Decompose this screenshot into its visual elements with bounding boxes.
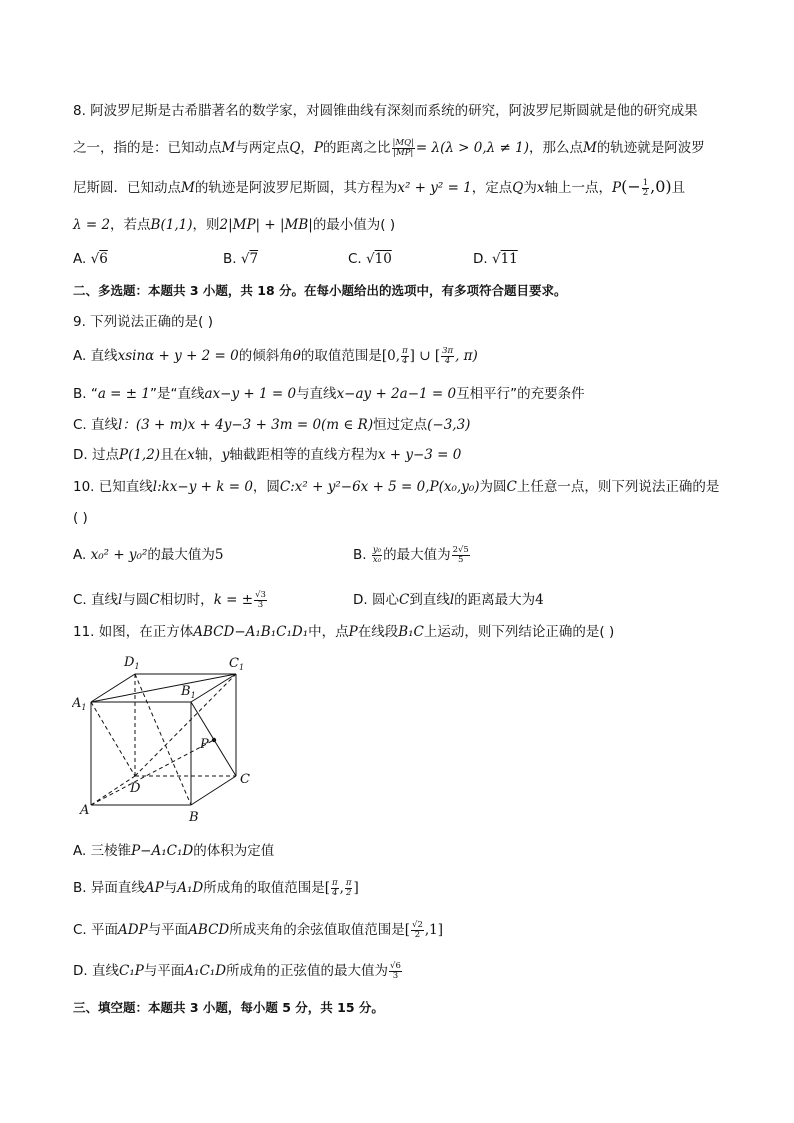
hidden-edge-a-d (91, 776, 135, 805)
label-d: D (130, 781, 141, 796)
q9-stem: 9. 下列说法正确的是( ) (73, 314, 213, 330)
q11-stem: 11. 如图，在正方体ABCD−A₁B₁C₁D₁中，点P在线段B₁C上运动，则下列结论正确的是( ) (73, 624, 615, 640)
label-a: A (80, 803, 90, 818)
cube-figure (72, 650, 262, 830)
label-c: C (240, 772, 250, 787)
q8-option-d[interactable]: D. √11 (473, 251, 518, 267)
hidden-segment-a-p (91, 740, 214, 805)
q11-option-a[interactable]: A. 三棱锥P−A₁C₁D的体积为定值 (73, 843, 275, 859)
half-fraction: $\frac{1}{2}$ (642, 177, 649, 198)
q10-option-c[interactable]: C. 直线l与圆C相切时，k = ± $\frac{√3}{3}$ (73, 589, 266, 610)
label-b: B (189, 810, 199, 825)
section-3-heading: 三、填空题：本题共 3 小题，每小题 5 分，共 15 分。 (73, 1000, 384, 1015)
q8-option-a[interactable]: A. √6 (73, 251, 108, 267)
q8-option-b[interactable]: B. √7 (223, 251, 259, 267)
q10-stem-paren: ( ) (73, 510, 88, 526)
label-d1: $D_1$ (124, 655, 140, 671)
q10-option-b[interactable]: B. $\frac{\text{y₀}}{\text{x₀}}$ 的最大值为 $\frac{2√5}{5}$ (353, 544, 469, 565)
q9-option-c[interactable]: C. 直线l：(3 + m)x + 4y−3 + 3m = 0(m ∈ R)恒过定点(−3,3) (73, 417, 471, 433)
q11-option-b[interactable]: B. 异面直线AP与A₁D所成角的取值范围是[ $\frac{\pi}{4}$ , $\frac{\pi}{2}$ ] (73, 877, 359, 898)
q10-option-d[interactable]: D. 圆心C到直线l的距离最大为4 (353, 592, 544, 608)
label-c1: $C_1$ (229, 656, 245, 672)
q8-line-1: 8. 阿波罗尼斯是古希腊著名的数学家，对圆锥曲线有深刻而系统的研究，阿波罗尼斯圆就是他的研究成果 (73, 103, 698, 119)
section-2-heading: 二、多选题：本题共 3 小题，共 18 分。在每小题给出的选项中，有多项符合题目要求。 (73, 283, 567, 298)
label-b1: $B_1$ (181, 684, 196, 700)
q8-line-3: 尼斯圆．已知动点M的轨迹是阿波罗尼斯圆，其方程为x² + y² = 1，定点Q为x轴上一点，P(− $\frac{1}{2}$ ,0)且 (73, 177, 686, 198)
q9-option-a[interactable]: A. 直线xsinα + y + 2 = 0的倾斜角θ的取值范围是[0, $\frac{\pi}{4}$ ] ∪ [ $\frac{3\pi}{4}$ , π) (73, 345, 478, 366)
q9-option-b[interactable]: B. “a = ± 1”是“直线ax−y + 1 = 0与直线x−ay + 2a−1 = 0互相平行”的充要条件 (73, 386, 585, 402)
point-p-dot (212, 738, 216, 742)
q10-option-a[interactable]: A. x₀² + y₀²的最大值为5 (73, 547, 224, 563)
q11-option-d[interactable]: D. 直线C₁P与平面A₁C₁D所成角的正弦值的最大值为 $\frac{√6}{3}$ (73, 960, 401, 981)
q8-option-c[interactable]: C. √10 (348, 251, 392, 267)
q10-stem: 10. 已知直线l:kx−y + k = 0，圆C:x² + y²−6x + 5 = 0,P(x₀,y₀)为圆C上任意一点，则下列说法正确的是 (73, 479, 720, 495)
label-p: P (200, 737, 209, 752)
edge-b-c (191, 776, 236, 805)
label-a1: $A_1$ (72, 696, 87, 712)
q8-line-4: λ = 2，若点B(1,1)，则2|MP| + |MB|的最小值为( ) (73, 217, 396, 233)
q8-options (73, 249, 518, 269)
hidden-diag-a1-d (91, 702, 135, 776)
q8-line-2: 之一，指的是：已知动点M与两定点Q，P的距离之比 $\frac{|MQ|}{|MP|}$ = λ(λ > 0,λ ≠ 1)，那么点M的轨迹就是阿波罗 (73, 137, 705, 158)
q11-option-c[interactable]: C. 平面ADP与平面ABCD所成夹角的余弦值取值范围是[ $\frac{√2}{2}$ ,1] (73, 919, 444, 940)
q9-option-d[interactable]: D. 过点P(1,2)且在x轴，y轴截距相等的直线方程为x + y−3 = 0 (73, 447, 462, 463)
ratio-fraction: $\frac{|MQ|}{|MP|}$ (392, 137, 414, 158)
